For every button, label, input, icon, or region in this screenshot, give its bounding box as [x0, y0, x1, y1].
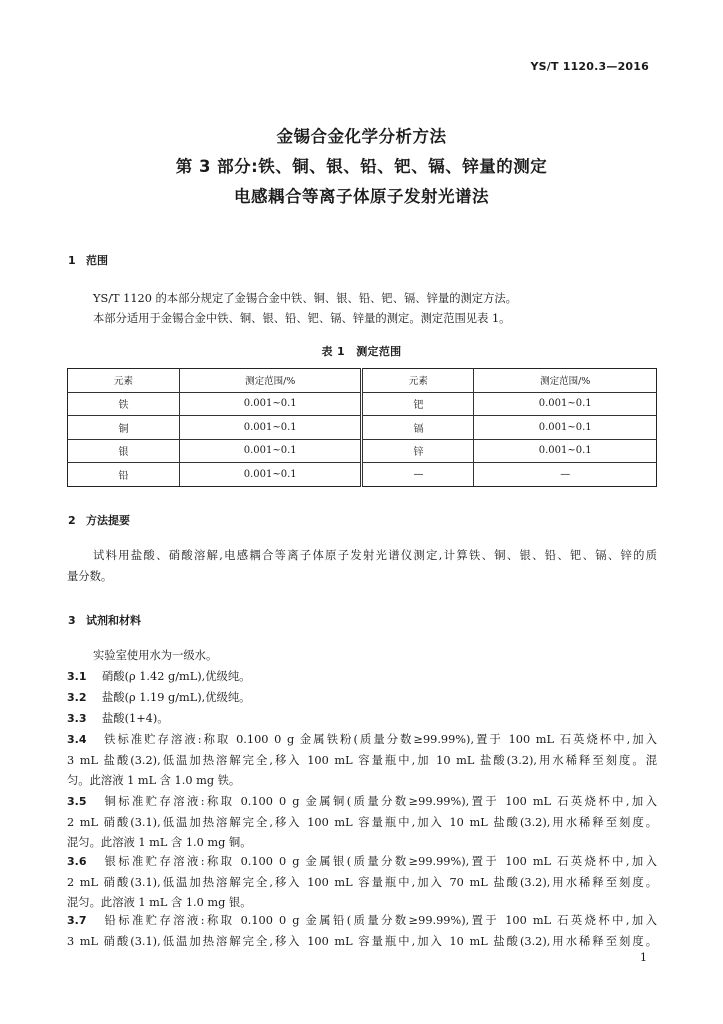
scope-paragraph-2: 本部分适用于金锡合金中铁、铜、银、铅、钯、镉、锌量的测定。测定范围见表 1。	[93, 312, 511, 325]
clause-line-1: 铁标准贮存溶液:称取 0.100 0 g 金属铁粉(质量分数≥99.99%),置于 100 mL 石英烧杯中,加入	[102, 733, 657, 746]
table-row	[68, 439, 657, 463]
header-range: 测定范围/%	[474, 369, 657, 393]
method-summary	[67, 546, 657, 587]
reagent-3-5	[67, 792, 657, 854]
table-row	[68, 416, 657, 440]
clause-line-2: 3 mL 硝酸(3.1),低温加热溶解完全,移入 100 mL 容量瓶中,加入 10 mL 盐酸(3.2),用水稀释至刻度。	[67, 934, 657, 948]
cell: 铅	[68, 463, 180, 487]
reagent-3-2	[67, 688, 657, 709]
cell: 0.001~0.1	[179, 439, 362, 463]
clause-line-3: 混匀。此溶液 1 mL 含 1.0 mg 铜。	[67, 836, 252, 849]
reagent-3-3	[67, 709, 657, 730]
cell: —	[474, 463, 657, 487]
table-row	[68, 463, 657, 487]
cell: 0.001~0.1	[179, 392, 362, 416]
clause-line-2: 2 mL 硝酸(3.1),低温加热溶解完全,移入 100 mL 容量瓶中,加入 10 mL 盐酸(3.2),用水稀释至刻度。	[67, 815, 657, 829]
reagent-3-1	[67, 667, 657, 688]
summary-line-2: 量分数。	[67, 569, 113, 583]
clause-line-2: 2 mL 硝酸(3.1),低温加热溶解完全,移入 100 mL 容量瓶中,加入 70 mL 盐酸(3.2),用水稀释至刻度。	[67, 875, 657, 889]
section-number: 3	[68, 614, 76, 627]
cell: 0.001~0.1	[474, 416, 657, 440]
cell: 0.001~0.1	[179, 416, 362, 440]
clause-number: 3.1	[67, 670, 87, 683]
clause-number: 3.4	[67, 733, 87, 746]
summary-line-1: 试料用盐酸、硝酸溶解,电感耦合等离子体原子发射光谱仪测定,计算铁、铜、银、铅、钯、镉、锌的质	[93, 549, 657, 562]
doc-title-line2: 第 3 部分:铁、铜、银、铅、钯、镉、锌量的测定	[175, 157, 548, 176]
cell: 铁	[68, 392, 180, 416]
cell: 0.001~0.1	[179, 463, 362, 487]
section-title: 试剂和材料	[86, 614, 141, 627]
scope-paragraph-1: YS/T 1120 的本部分规定了金锡合金中铁、铜、银、铅、钯、镉、锌量的测定方法。	[93, 292, 517, 305]
reagent-3-6	[67, 852, 657, 914]
header-element: 元素	[362, 369, 474, 393]
page-number: 1	[640, 951, 647, 964]
section-number: 1	[68, 254, 76, 267]
cell: 0.001~0.1	[474, 439, 657, 463]
section-title: 范围	[86, 254, 108, 267]
header-range: 测定范围/%	[179, 369, 362, 393]
cell: 铜	[68, 416, 180, 440]
clause-number: 3.5	[67, 795, 87, 808]
clause-line-1: 银标准贮存溶液:称取 0.100 0 g 金属银(质量分数≥99.99%),置于 100 mL 石英烧杯中,加入	[102, 855, 657, 868]
reagent-3-7	[67, 911, 657, 952]
section-title: 方法提要	[86, 514, 130, 527]
reagent-intro: 实验室使用水为一级水。	[93, 649, 218, 662]
clause-text: 盐酸(1+4)。	[102, 712, 169, 725]
clause-line-1: 铜标准贮存溶液:称取 0.100 0 g 金属铜(质量分数≥99.99%),置于 100 mL 石英烧杯中,加入	[102, 795, 657, 808]
reagent-3-4	[67, 730, 657, 792]
table-header-row	[68, 369, 657, 393]
section-1-heading	[68, 252, 108, 268]
doc-title-line1: 金锡合金化学分析方法	[276, 127, 447, 146]
header-element: 元素	[68, 369, 180, 393]
clause-text: 盐酸(ρ 1.19 g/mL),优级纯。	[102, 691, 251, 704]
section-3-heading	[68, 612, 141, 628]
section-2-heading	[68, 512, 130, 528]
table-row	[68, 392, 657, 416]
cell: 钯	[362, 392, 474, 416]
clause-number: 3.2	[67, 691, 87, 704]
measurement-range-table	[67, 368, 657, 487]
cell: 锌	[362, 439, 474, 463]
clause-line-2: 3 mL 盐酸(3.2),低温加热溶解完全,移入 100 mL 容量瓶中,加 10 mL 盐酸(3.2),用水稀释至刻度。混	[67, 753, 657, 767]
clause-line-3: 混匀。此溶液 1 mL 含 1.0 mg 银。	[67, 896, 252, 909]
section-number: 2	[68, 514, 76, 527]
clause-number: 3.3	[67, 712, 87, 725]
standard-number: YS/T 1120.3—2016	[530, 60, 649, 73]
clause-line-3: 匀。此溶液 1 mL 含 1.0 mg 铁。	[67, 774, 241, 787]
clause-text: 硝酸(ρ 1.42 g/mL),优级纯。	[102, 670, 251, 683]
clause-line-1: 铅标准贮存溶液:称取 0.100 0 g 金属铅(质量分数≥99.99%),置于 100 mL 石英烧杯中,加入	[102, 914, 657, 927]
table-caption: 表 1 测定范围	[321, 345, 402, 358]
cell: 银	[68, 439, 180, 463]
clause-number: 3.7	[67, 914, 87, 927]
cell: 0.001~0.1	[474, 392, 657, 416]
cell: 镉	[362, 416, 474, 440]
doc-title-line3: 电感耦合等离子体原子发射光谱法	[234, 187, 489, 206]
clause-number: 3.6	[67, 855, 87, 868]
cell: —	[362, 463, 474, 487]
